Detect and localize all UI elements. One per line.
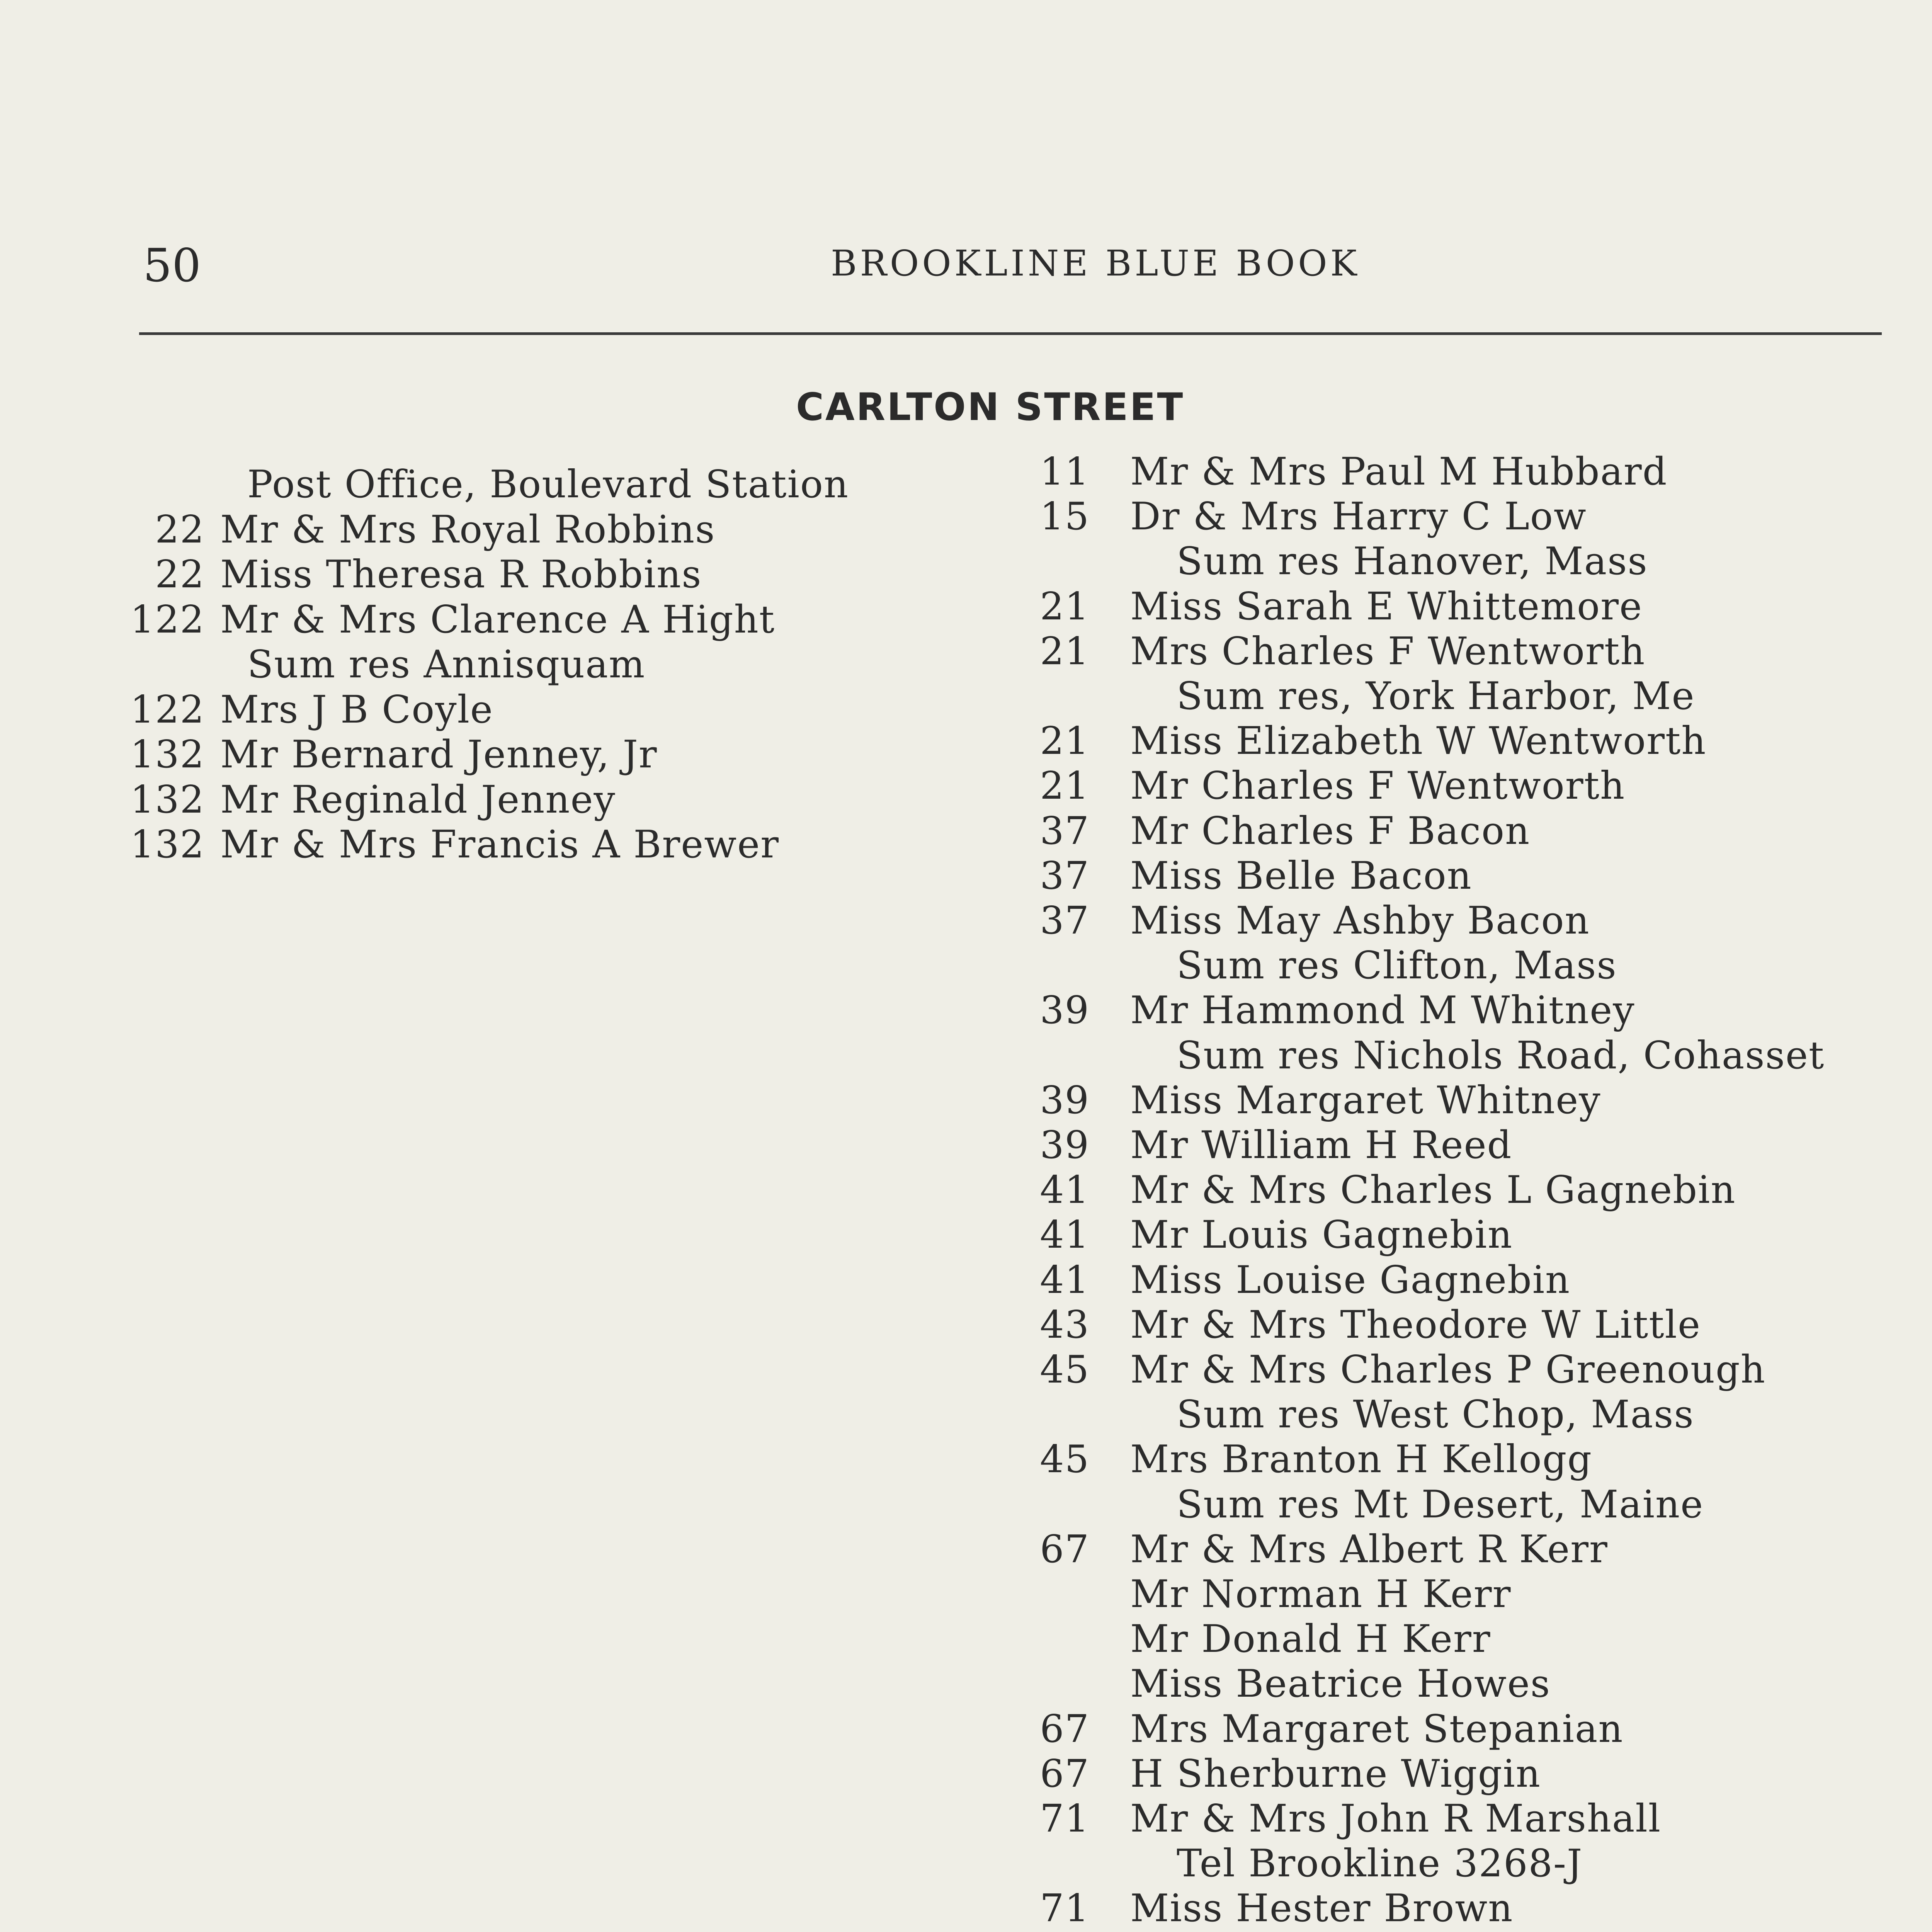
resident-name: Sum res Hanover, Mass (1177, 539, 1648, 584)
house-number: 67 (1040, 1707, 1090, 1751)
house-number: 37 (1040, 854, 1090, 898)
resident-name: Mr Norman H Kerr (1130, 1572, 1512, 1616)
resident-name: Mr Charles F Bacon (1130, 809, 1531, 853)
resident-name: Mr William H Reed (1130, 1123, 1512, 1167)
house-number: 11 (1040, 450, 1090, 494)
top-rule (139, 332, 1882, 335)
resident-name: Mr & Mrs Charles L Gagnebin (1130, 1168, 1736, 1213)
house-number: 132 (130, 823, 205, 867)
resident-name: Sum res Nichols Road, Cohasset (1177, 1033, 1825, 1078)
house-number: 37 (1040, 809, 1090, 853)
resident-name: Miss Belle Bacon (1130, 854, 1472, 898)
house-number: 21 (1040, 629, 1090, 673)
house-number: 39 (1040, 1123, 1090, 1167)
house-number: 71 (1040, 1886, 1090, 1931)
house-number: 41 (1040, 1213, 1090, 1257)
house-number: 22 (155, 507, 205, 552)
house-number: 41 (1040, 1258, 1090, 1302)
resident-name: H Sherburne Wiggin (1130, 1752, 1541, 1796)
resident-name: Sum res Clifton, Mass (1177, 944, 1617, 988)
house-number: 39 (1040, 1078, 1090, 1122)
resident-name: Sum res Mt Desert, Maine (1177, 1482, 1704, 1527)
house-number: 43 (1040, 1303, 1090, 1347)
resident-name: Sum res West Chop, Mass (1177, 1393, 1694, 1437)
resident-name: Mr Louis Gagnebin (1130, 1213, 1513, 1257)
resident-name: Sum res Annisquam (247, 643, 646, 687)
resident-name: Mr Reginald Jenney (220, 777, 616, 822)
resident-name: Mr & Mrs Francis A Brewer (220, 823, 779, 867)
resident-name: Miss Elizabeth W Wentworth (1130, 719, 1707, 764)
house-number: 22 (155, 553, 205, 597)
house-number: 21 (1040, 764, 1090, 808)
house-number: 45 (1040, 1437, 1090, 1482)
house-number: 21 (1040, 584, 1090, 629)
house-number: 67 (1040, 1527, 1090, 1571)
resident-name: Dr & Mrs Harry C Low (1130, 495, 1587, 539)
house-number: 71 (1040, 1797, 1090, 1841)
resident-name: Mr & Mrs Clarence A Hight (220, 597, 776, 642)
resident-name: Mrs Branton H Kellogg (1130, 1437, 1593, 1482)
house-number: 45 (1040, 1348, 1090, 1392)
resident-name: Miss Hester Brown (1130, 1886, 1514, 1931)
resident-name: Mr Hammond M Whitney (1130, 988, 1635, 1033)
resident-name: Miss Margaret Whitney (1130, 1078, 1601, 1122)
resident-name: Sum res, York Harbor, Me (1177, 674, 1695, 718)
resident-name: Miss Louise Gagnebin (1130, 1258, 1571, 1302)
house-number: 37 (1040, 899, 1090, 943)
house-number: 122 (130, 687, 205, 732)
house-number: 132 (130, 733, 205, 777)
resident-name: Mr & Mrs Theodore W Little (1130, 1303, 1701, 1347)
resident-name: Mrs Charles F Wentworth (1130, 629, 1646, 673)
house-number: 41 (1040, 1168, 1090, 1213)
house-number: 39 (1040, 988, 1090, 1033)
resident-name: Mr & Mrs John R Marshall (1130, 1797, 1662, 1841)
house-number: 15 (1040, 495, 1090, 539)
resident-name: Tel Brookline 3268-J (1177, 1842, 1583, 1886)
resident-name: Mr Donald H Kerr (1130, 1617, 1491, 1662)
resident-name: Mrs J B Coyle (220, 687, 493, 732)
resident-name: Miss Sarah E Whittemore (1130, 584, 1643, 629)
resident-name: Post Office, Boulevard Station (247, 463, 849, 507)
running-head: BROOKLINE BLUE BOOK (831, 243, 1360, 284)
street-title: CARLTON STREET (796, 385, 1185, 429)
resident-name: Mr & Mrs Paul M Hubbard (1130, 450, 1668, 494)
resident-name: Miss Theresa R Robbins (220, 553, 702, 597)
house-number: 132 (130, 777, 205, 822)
resident-name: Mr Bernard Jenney, Jr (220, 733, 658, 777)
resident-name: Miss Beatrice Howes (1130, 1662, 1551, 1706)
resident-name: Mr & Mrs Royal Robbins (220, 507, 716, 552)
resident-name: Miss May Ashby Bacon (1130, 899, 1590, 943)
house-number: 122 (130, 597, 205, 642)
resident-name: Mr & Mrs Albert R Kerr (1130, 1527, 1608, 1571)
resident-name: Mr Charles F Wentworth (1130, 764, 1626, 808)
house-number: 21 (1040, 719, 1090, 764)
page-number: 50 (143, 239, 201, 292)
house-number: 67 (1040, 1752, 1090, 1796)
resident-name: Mrs Margaret Stepanian (1130, 1707, 1624, 1751)
resident-name: Mr & Mrs Charles P Greenough (1130, 1348, 1766, 1392)
